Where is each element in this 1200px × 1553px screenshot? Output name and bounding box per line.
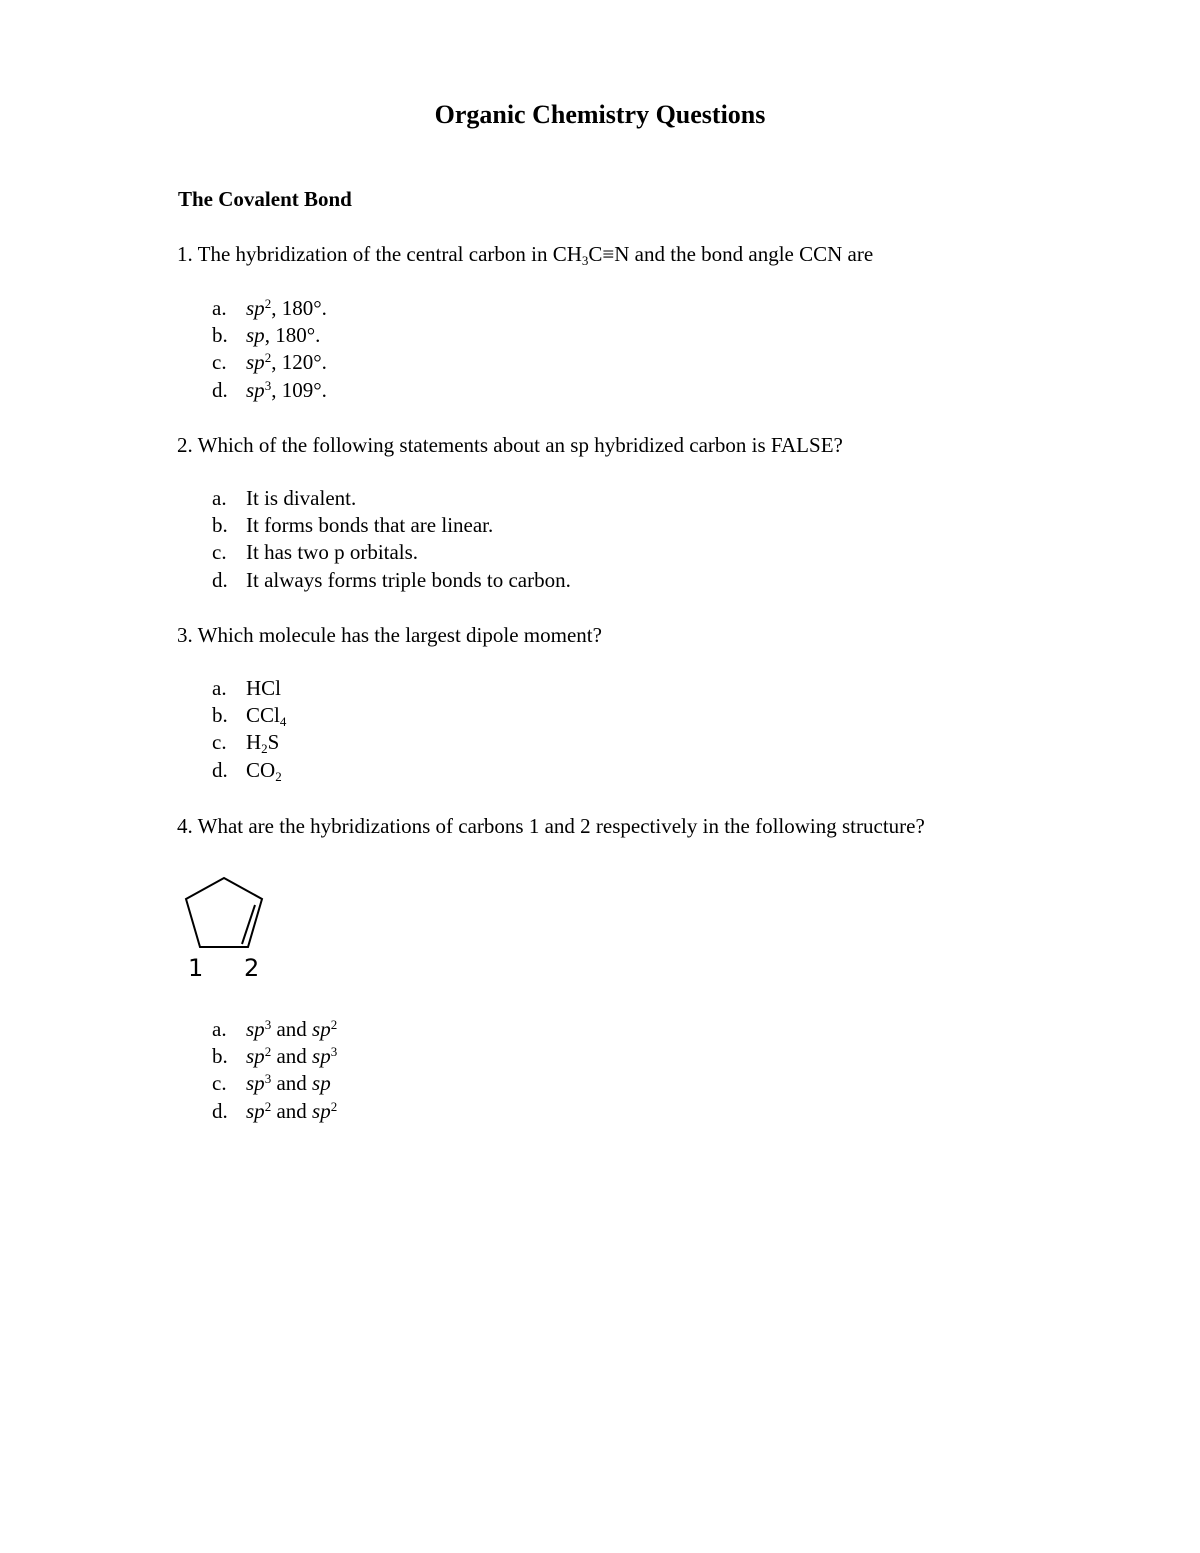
ring-bonds: [186, 878, 262, 947]
question-1: 1. The hybridization of the central carbon in $CH_3C\equiv N$ and the bond angle CCN are: [177, 242, 874, 268]
double-bond-line: [242, 905, 255, 944]
section-heading: The Covalent Bond: [178, 187, 352, 211]
cyclopentene-structure: [180, 872, 280, 984]
cyclopentene-ring-drawing: [180, 872, 280, 984]
question-4: 4. What are the hybridizations of carbons 1 and 2 respectively in the following structure?: [177, 814, 925, 838]
question-2: 2. Which of the following statements about an sp hybridized carbon is FALSE?: [177, 433, 843, 457]
carbon-label-1: 1: [188, 954, 204, 982]
carbon-label-2: 2: [244, 954, 260, 982]
document-title: Organic Chemistry Questions: [434, 100, 766, 129]
question-3: 3. Which molecule has the largest dipole moment?: [177, 623, 602, 647]
